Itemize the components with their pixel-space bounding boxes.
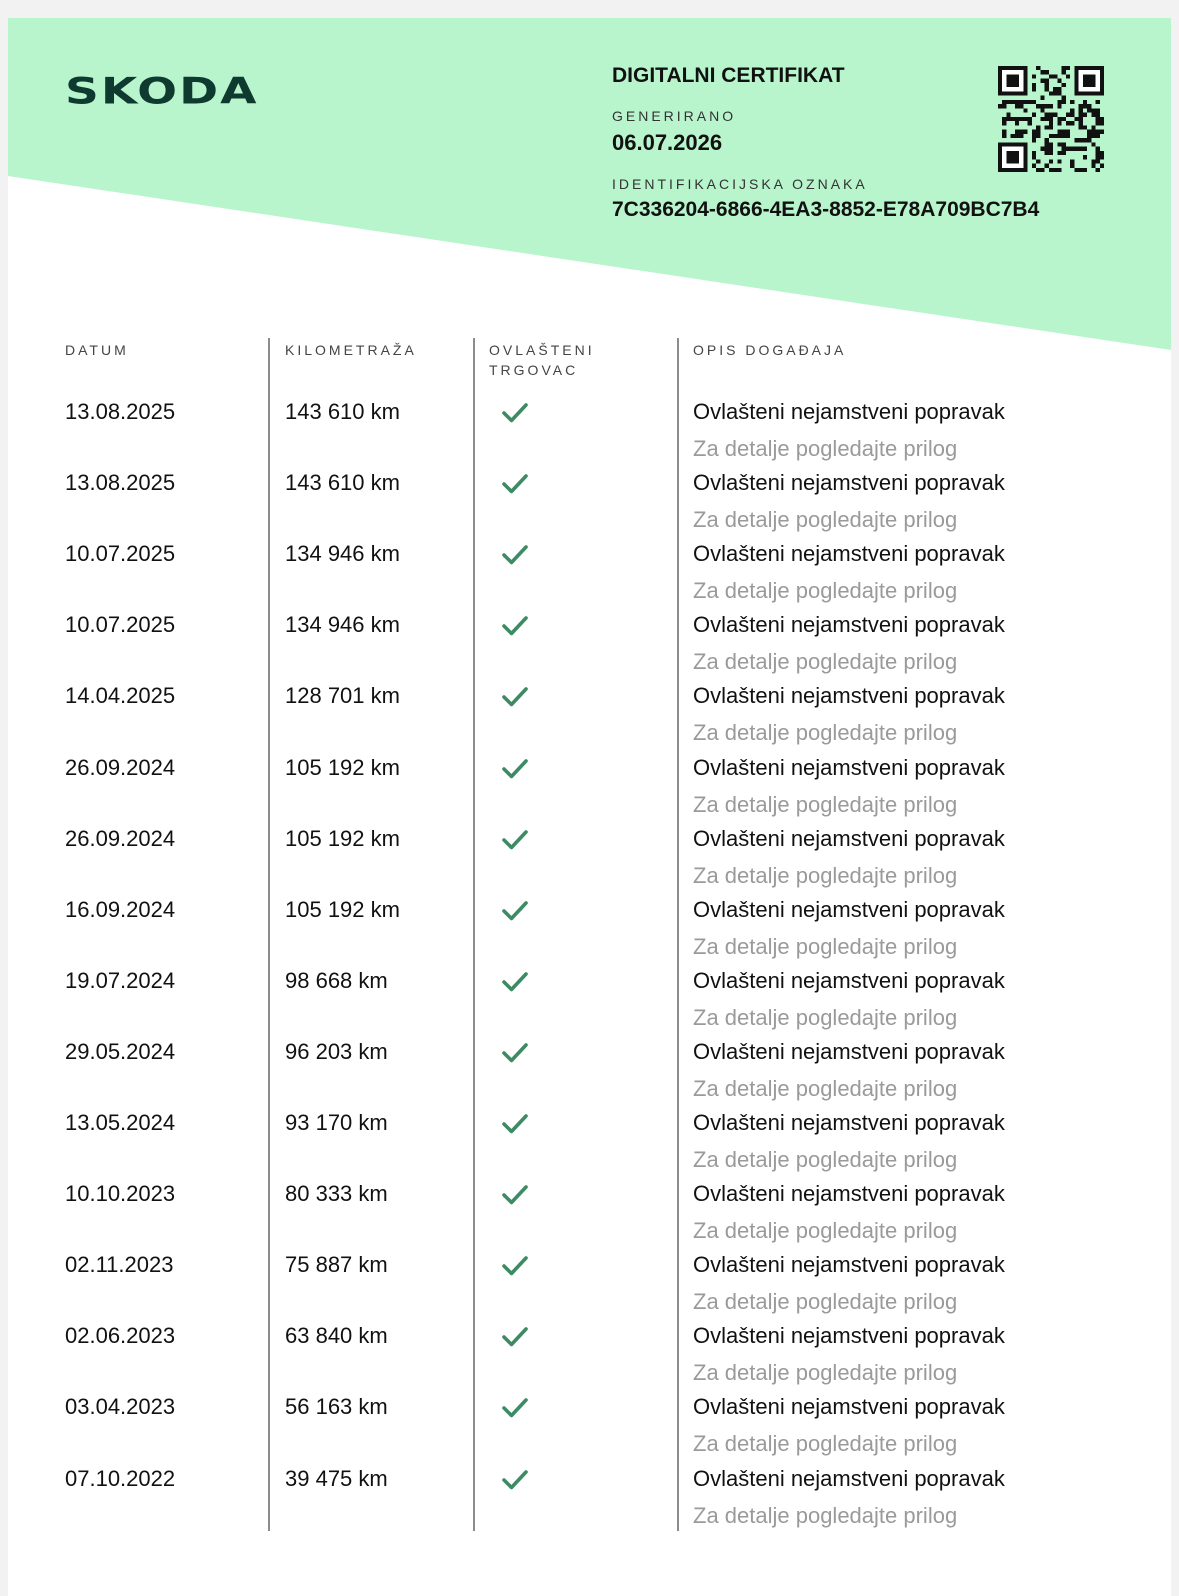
attachment-note-link[interactable]: Za detalje pogledajte prilog — [693, 1360, 958, 1386]
row-mileage: 93 170 km — [285, 1110, 388, 1135]
checkmark-icon — [500, 1396, 530, 1420]
row-date: 13.08.2025 — [65, 470, 176, 496]
row-description: Ovlašteni nejamstveni popravak — [693, 470, 1005, 496]
checkmark-icon — [500, 828, 530, 852]
checkmark-icon — [500, 543, 530, 567]
row-date: 19.07.2024 — [65, 967, 176, 993]
row-mileage: 39 475 km — [285, 1465, 388, 1491]
checkmark-icon — [500, 1041, 530, 1065]
row-mileage: 105 192 km — [285, 754, 400, 780]
row-description: Ovlašteni nejamstveni popravak — [693, 683, 1005, 709]
row-date: 14.04.2025 — [65, 683, 176, 709]
row-mileage: 134 946 km — [285, 612, 400, 638]
attachment-note-link[interactable]: Za detalje pogledajte prilog — [693, 649, 958, 675]
checkmark-icon — [500, 757, 530, 781]
table-row — [8, 1252, 1171, 1323]
row-mileage: 96 203 km — [285, 1038, 388, 1064]
column-header-date: DATUM — [65, 342, 129, 358]
row-description: Ovlašteni nejamstveni popravak — [693, 1465, 1005, 1491]
row-date: 13.08.2025 — [65, 399, 176, 424]
header-banner — [8, 18, 1171, 358]
row-date: 02.11.2023 — [65, 1252, 174, 1278]
table-row — [8, 755, 1171, 826]
attachment-note-link[interactable]: Za detalje pogledajte prilog — [693, 1147, 958, 1172]
column-header-mileage: KILOMETRAŽA — [285, 342, 417, 358]
checkmark-icon — [500, 899, 530, 923]
attachment-note-link[interactable]: Za detalje pogledajte prilog — [693, 1004, 958, 1030]
checkmark-icon — [500, 685, 530, 709]
table-row — [8, 399, 1171, 470]
row-date: 26.09.2024 — [65, 754, 176, 780]
checkmark-icon — [500, 1468, 530, 1492]
checkmark-icon — [500, 1112, 530, 1136]
row-date: 07.10.2022 — [65, 1465, 176, 1491]
attachment-note-link[interactable]: Za detalje pogledajte prilog — [693, 1431, 958, 1457]
row-description: Ovlašteni nejamstveni popravak — [693, 399, 1005, 424]
table-row — [8, 968, 1171, 1039]
table-row — [8, 612, 1171, 683]
row-description: Ovlašteni nejamstveni popravak — [693, 1110, 1005, 1135]
checkmark-icon — [500, 1254, 530, 1278]
row-date: 10.07.2025 — [65, 541, 176, 567]
table-row — [8, 541, 1171, 612]
row-mileage: 128 701 km — [285, 683, 400, 709]
attachment-note-link[interactable]: Za detalje pogledajte prilog — [693, 933, 958, 959]
checkmark-icon — [500, 1325, 530, 1349]
row-description: Ovlašteni nejamstveni popravak — [693, 967, 1005, 993]
attachment-note-link[interactable]: Za detalje pogledajte prilog — [693, 578, 958, 604]
row-date: 29.05.2024 — [65, 1038, 176, 1064]
row-description: Ovlašteni nejamstveni popravak — [693, 896, 1005, 922]
checkmark-icon — [500, 614, 530, 638]
attachment-note-link[interactable]: Za detalje pogledajte prilog — [693, 1218, 958, 1244]
checkmark-icon — [500, 472, 530, 496]
row-mileage: 105 192 km — [285, 825, 400, 851]
attachment-note-link[interactable]: Za detalje pogledajte prilog — [693, 720, 958, 746]
row-mileage: 75 887 km — [285, 1252, 388, 1278]
table-row — [8, 1394, 1171, 1465]
checkmark-icon — [500, 1183, 530, 1207]
generated-label: GENERIRANO — [612, 108, 737, 124]
table-row — [8, 1181, 1171, 1252]
table-row — [8, 897, 1171, 968]
attachment-note-link[interactable]: Za detalje pogledajte prilog — [693, 1075, 958, 1101]
row-date: 03.04.2023 — [65, 1394, 176, 1420]
row-date: 02.06.2023 — [65, 1323, 176, 1349]
identification-value: 7C336204-6866-4EA3-8852-E78A709BC7B4 — [612, 198, 1040, 221]
row-date: 13.05.2024 — [65, 1110, 176, 1135]
table-row — [8, 470, 1171, 541]
row-mileage: 134 946 km — [285, 541, 400, 567]
row-description: Ovlašteni nejamstveni popravak — [693, 754, 1005, 780]
attachment-note-link[interactable]: Za detalje pogledajte prilog — [693, 436, 958, 461]
row-mileage: 143 610 km — [285, 399, 400, 424]
row-mileage: 63 840 km — [285, 1323, 388, 1349]
row-date: 26.09.2024 — [65, 825, 176, 851]
row-description: Ovlašteni nejamstveni popravak — [693, 541, 1005, 567]
certificate-title: DIGITALNI CERTIFIKAT — [612, 64, 845, 87]
generated-date: 06.07.2026 — [612, 130, 723, 155]
certificate-page — [8, 18, 1171, 1596]
table-row — [8, 1039, 1171, 1110]
qr-code-icon[interactable] — [998, 66, 1104, 172]
row-description: Ovlašteni nejamstveni popravak — [693, 1323, 1005, 1349]
row-description: Ovlašteni nejamstveni popravak — [693, 1181, 1005, 1207]
identification-label: IDENTIFIKACIJSKA OZNAKA — [612, 176, 868, 192]
row-description: Ovlašteni nejamstveni popravak — [693, 1252, 1005, 1278]
row-description: Ovlašteni nejamstveni popravak — [693, 1394, 1005, 1420]
table-row — [8, 683, 1171, 754]
column-header-dealer: OVLAŠTENI TRGOVAC — [489, 342, 595, 378]
row-mileage: 105 192 km — [285, 896, 400, 922]
row-description: Ovlašteni nejamstveni popravak — [693, 825, 1005, 851]
row-mileage: 98 668 km — [285, 967, 388, 993]
column-header-description: OPIS DOGAĐAJA — [693, 342, 847, 358]
row-date: 16.09.2024 — [65, 896, 176, 922]
row-description: Ovlašteni nejamstveni popravak — [693, 612, 1005, 638]
attachment-note-link[interactable]: Za detalje pogledajte prilog — [693, 1289, 958, 1315]
table-row — [8, 1110, 1171, 1181]
table-row — [8, 1466, 1171, 1537]
attachment-note-link[interactable]: Za detalje pogledajte prilog — [693, 507, 958, 533]
table-row — [8, 826, 1171, 897]
attachment-note-link[interactable]: Za detalje pogledajte prilog — [693, 862, 958, 888]
row-date: 10.10.2023 — [65, 1181, 176, 1207]
row-mileage: 80 333 km — [285, 1181, 388, 1207]
skoda-logo: SKODA — [65, 70, 259, 113]
attachment-note-link[interactable]: Za detalje pogledajte prilog — [693, 791, 958, 817]
checkmark-icon — [500, 401, 530, 425]
row-mileage: 143 610 km — [285, 470, 400, 496]
row-date: 10.07.2025 — [65, 612, 176, 638]
table-row — [8, 1323, 1171, 1394]
attachment-note-link[interactable]: Za detalje pogledajte prilog — [693, 1502, 958, 1528]
row-mileage: 56 163 km — [285, 1394, 388, 1420]
row-description: Ovlašteni nejamstveni popravak — [693, 1038, 1005, 1064]
checkmark-icon — [500, 970, 530, 994]
